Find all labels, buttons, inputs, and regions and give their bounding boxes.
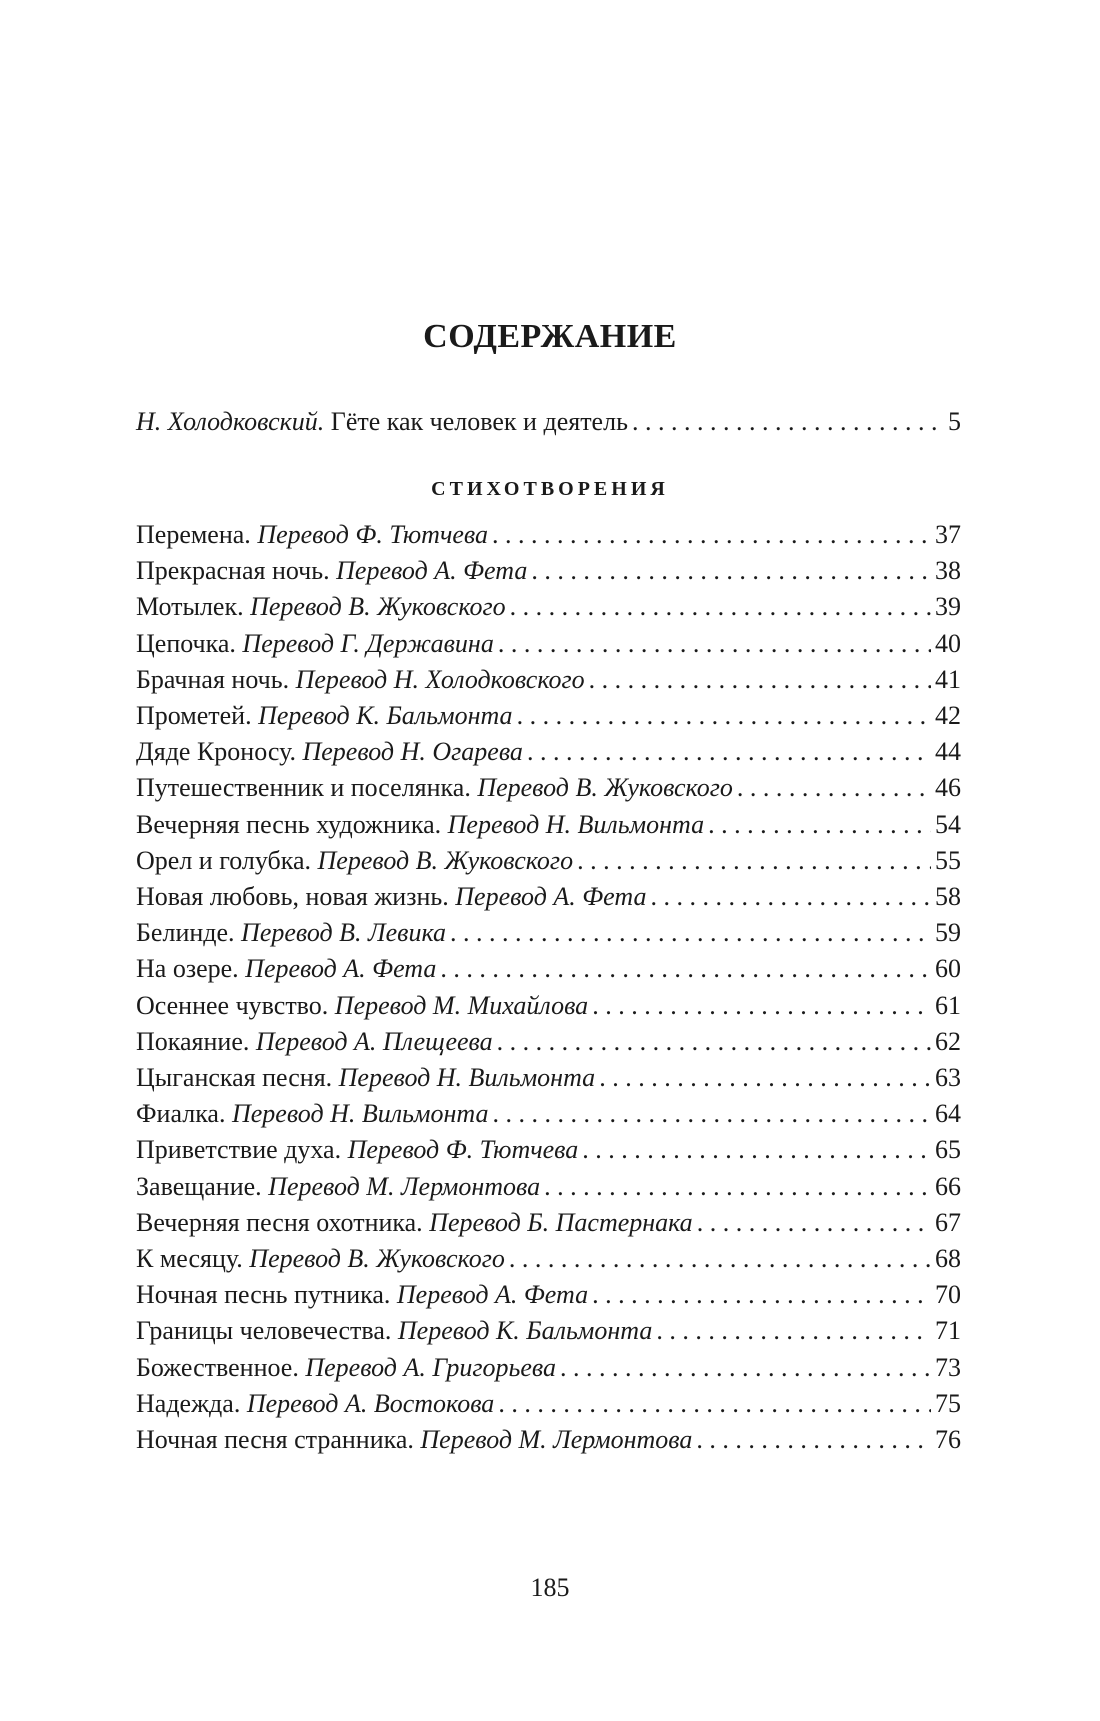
entry-page: 63 <box>935 1063 961 1092</box>
entry-translator: Перевод А. Фета <box>336 556 528 586</box>
entry-page: 61 <box>935 990 961 1020</box>
entry-translator: Перевод В. Жуковского <box>249 1244 505 1273</box>
entry-translator: Перевод А. Григорьева <box>305 1352 557 1382</box>
entry-title: Ночная песнь путника. <box>136 1280 391 1310</box>
toc-entry <box>136 1094 961 1134</box>
entry-title: Вечерняя песнь художника. <box>136 809 442 839</box>
entry-page: 76 <box>935 1425 961 1454</box>
entry-page: 46 <box>935 773 961 803</box>
entry-translator: Перевод В. Жуковского <box>317 845 574 875</box>
toc-entry <box>136 1058 961 1098</box>
page-number: 185 <box>530 1573 570 1602</box>
entry-text <box>136 515 488 555</box>
toc-entry <box>136 1130 961 1170</box>
entry-title: Божественное. <box>136 1352 299 1382</box>
entry-title: Фиалка. <box>136 1099 226 1129</box>
toc-entry <box>136 877 961 917</box>
entry-translator: Перевод А. Фета <box>455 882 647 911</box>
entry-title: Цепочка. <box>136 628 236 658</box>
entry-title: Цыганская песня. <box>136 1063 333 1092</box>
entry-translator: Перевод В. Жуковского <box>250 592 506 622</box>
section-heading: СТИХОТВОРЕНИЯ <box>431 478 669 500</box>
entry-text <box>136 1022 493 1062</box>
entry-page: 70 <box>935 1280 961 1310</box>
entry-translator: Перевод М. Михайлова <box>334 990 589 1020</box>
page-title: СОДЕРЖАНИЕ <box>423 318 677 355</box>
toc-entry <box>136 1275 961 1315</box>
dot-leader <box>440 949 931 989</box>
entry-text <box>136 1058 595 1098</box>
toc-entry <box>136 587 961 627</box>
entry-title: Прекрасная ночь. <box>136 556 330 586</box>
toc-entry <box>136 805 961 845</box>
entry-title: Надежда. <box>136 1388 241 1418</box>
entry-title: Перемена. <box>136 520 251 549</box>
entry-title: Приветствие духа. <box>136 1135 342 1165</box>
dot-leader <box>498 1384 931 1424</box>
entry-translator: Перевод М. Лермонтова <box>268 1171 541 1201</box>
dot-leader <box>708 805 931 845</box>
entry-text <box>136 1311 652 1351</box>
entry-text <box>136 913 446 953</box>
toc-entry <box>136 551 961 591</box>
toc-entry <box>136 1203 961 1243</box>
entry-page: 59 <box>935 918 961 948</box>
dot-leader <box>509 1239 931 1279</box>
dot-leader <box>498 624 931 664</box>
entry-title: Мотылек. <box>136 592 244 622</box>
dot-leader <box>632 402 944 442</box>
dot-leader <box>531 551 931 591</box>
dot-leader <box>493 1094 931 1134</box>
entry-page: 75 <box>935 1388 961 1418</box>
toc-entry <box>136 1348 961 1388</box>
dot-leader <box>592 986 931 1026</box>
entry-title: Прометей. <box>136 701 252 730</box>
intro-title: Гёте как человек и деятель <box>330 407 628 436</box>
entry-text <box>136 624 494 664</box>
entry-title: Орел и голубка. <box>136 845 312 875</box>
dot-leader <box>582 1130 931 1170</box>
dot-leader <box>650 877 931 917</box>
entry-translator: Перевод К. Бальмонта <box>397 1316 653 1346</box>
toc-entry <box>136 1239 961 1279</box>
dot-leader <box>589 660 931 700</box>
entry-translator: Перевод М. Лермонтова <box>420 1425 693 1454</box>
entry-title: Новая любовь, новая жизнь. <box>136 882 449 911</box>
dot-leader <box>560 1348 931 1388</box>
entry-text <box>136 1384 494 1424</box>
entry-title: Дяде Кроносу. <box>136 737 296 767</box>
entry-page: 64 <box>935 1099 961 1129</box>
entry-page: 71 <box>935 1316 961 1346</box>
entry-page: 60 <box>935 954 961 984</box>
entry-title: Путешественник и поселянка. <box>136 773 471 803</box>
entry-text <box>136 1094 489 1134</box>
entry-translator: Перевод А. Плещеева <box>255 1026 493 1056</box>
entry-text <box>136 768 733 808</box>
entry-text <box>136 841 573 881</box>
intro-text <box>136 402 628 442</box>
entry-page: 55 <box>935 845 961 875</box>
toc-entry <box>136 1022 961 1062</box>
toc-entry <box>136 949 961 989</box>
entry-text <box>136 1275 588 1315</box>
entry-title: Осеннее чувство. <box>136 990 329 1020</box>
dot-leader <box>656 1311 931 1351</box>
entry-page: 62 <box>935 1026 961 1056</box>
entry-text <box>136 877 646 917</box>
entry-title: Белинде. <box>136 918 235 948</box>
toc-entry <box>136 1167 961 1207</box>
toc-entry <box>136 768 961 808</box>
entry-translator: Перевод К. Бальмонта <box>258 701 513 730</box>
entry-page: 65 <box>935 1135 961 1165</box>
entry-translator: Перевод В. Жуковского <box>477 773 733 803</box>
entry-title: Брачная ночь. <box>136 664 290 694</box>
dot-leader <box>497 1022 931 1062</box>
toc-entry <box>136 913 961 953</box>
toc-entry <box>136 1311 961 1351</box>
toc-entry <box>136 986 961 1026</box>
entry-page: 42 <box>935 701 961 730</box>
entry-text <box>136 587 506 627</box>
entry-translator: Перевод Н. Огарева <box>302 737 523 767</box>
entry-text <box>136 1348 556 1388</box>
entry-title: Покаяние. <box>136 1026 250 1056</box>
entry-page: 66 <box>935 1171 961 1201</box>
entry-text <box>136 949 436 989</box>
entry-text <box>136 1239 505 1279</box>
entry-page: 39 <box>935 592 961 622</box>
entry-translator: Перевод Б. Пастернака <box>429 1207 693 1237</box>
entry-title: Границы человечества. <box>136 1316 392 1346</box>
entry-translator: Перевод Н. Холодковского <box>295 664 585 694</box>
entry-text <box>136 732 523 772</box>
dot-leader <box>492 515 931 555</box>
intro-author: Н. Холодковский. <box>136 407 325 436</box>
dot-leader <box>737 768 931 808</box>
dot-leader <box>527 732 931 772</box>
dot-leader <box>592 1275 931 1315</box>
entry-translator: Перевод Ф. Тютчева <box>257 520 489 549</box>
entry-text <box>136 660 585 700</box>
intro-page: 5 <box>948 407 961 436</box>
entry-translator: Перевод Ф. Тютчева <box>347 1135 579 1165</box>
toc-entry <box>136 515 961 555</box>
entry-page: 40 <box>935 628 961 658</box>
entry-text <box>136 1420 692 1460</box>
entry-page: 44 <box>935 737 961 767</box>
entry-text <box>136 1130 578 1170</box>
toc-entry <box>136 1420 961 1460</box>
dot-leader <box>450 913 931 953</box>
toc-entry <box>136 841 961 881</box>
entry-text <box>136 696 513 736</box>
entry-translator: Перевод В. Левика <box>241 918 446 948</box>
dot-leader <box>544 1167 931 1207</box>
toc-intro-entry <box>136 402 961 442</box>
toc-entry <box>136 1384 961 1424</box>
dot-leader <box>697 1203 931 1243</box>
toc-entry <box>136 696 961 736</box>
toc-entry <box>136 624 961 664</box>
entry-title: Вечерняя песня охотника. <box>136 1207 423 1237</box>
entry-text <box>136 551 527 591</box>
entry-text <box>136 1167 540 1207</box>
entry-page: 38 <box>935 556 961 586</box>
entry-translator: Перевод А. Фета <box>245 954 437 984</box>
entry-text <box>136 1203 693 1243</box>
entry-title: К месяцу. <box>136 1244 243 1273</box>
toc-entry <box>136 660 961 700</box>
dot-leader <box>517 696 931 736</box>
entry-title: На озере. <box>136 954 239 984</box>
entry-text <box>136 986 588 1026</box>
entry-page: 37 <box>935 520 961 549</box>
entry-page: 68 <box>935 1244 961 1273</box>
dot-leader <box>599 1058 931 1098</box>
dot-leader <box>577 841 931 881</box>
entry-page: 54 <box>935 809 961 839</box>
entry-title: Завещание. <box>136 1171 262 1201</box>
dot-leader <box>510 587 931 627</box>
toc-entry <box>136 732 961 772</box>
entry-text <box>136 805 704 845</box>
entry-page: 41 <box>935 664 961 694</box>
entry-translator: Перевод Г. Державина <box>242 628 494 658</box>
entry-title: Ночная песня странника. <box>136 1425 414 1454</box>
entry-page: 73 <box>935 1352 961 1382</box>
entry-page: 67 <box>935 1207 961 1237</box>
entry-translator: Перевод Н. Вильмонта <box>231 1099 489 1129</box>
entry-translator: Перевод Н. Вильмонта <box>447 809 705 839</box>
entry-translator: Перевод А. Фета <box>396 1280 589 1310</box>
entry-translator: Перевод Н. Вильмонта <box>338 1063 596 1092</box>
dot-leader <box>696 1420 931 1460</box>
entry-page: 58 <box>935 882 961 911</box>
entry-translator: Перевод А. Востокова <box>246 1388 495 1418</box>
